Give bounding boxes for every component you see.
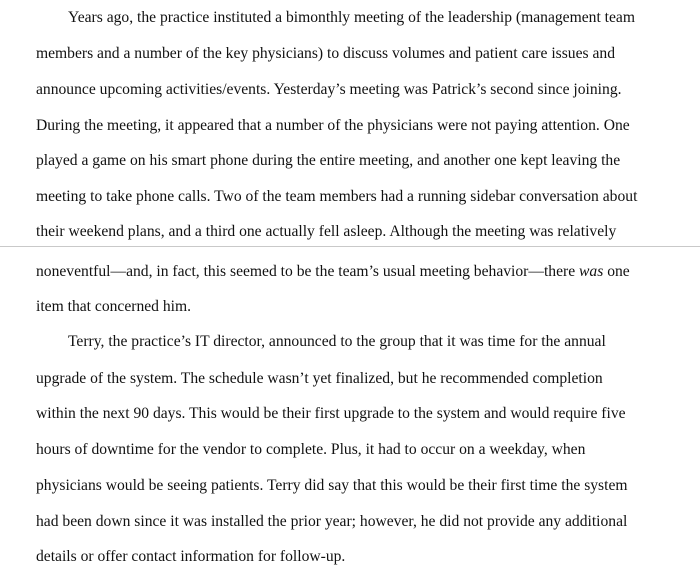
- paragraph-1-line-6: meeting to take phone calls. Two of the team members had a running sidebar conversation about: [36, 188, 638, 205]
- paragraph-1-line-9: item that concerned him.: [36, 298, 192, 315]
- paragraph-2-line-2: upgrade of the system. The schedule wasn’t yet finalized, but he recommended completion: [36, 370, 603, 387]
- paragraph-1-line-3: announce upcoming activities/events. Yesterday’s meeting was Patrick’s second since joining.: [36, 81, 622, 98]
- paragraph-2-line-3: within the next 90 days. This would be their first upgrade to the system and would require five: [36, 405, 626, 422]
- paragraph-2-line-5: physicians would be seeing patients. Terry did say that this would be their first time the system: [36, 477, 628, 494]
- page-divider: [0, 246, 700, 247]
- paragraph-1-line-8: [36, 262, 630, 282]
- paragraph-2-line-1: Terry, the practice’s IT director, announced to the group that it was time for the annual: [68, 333, 606, 350]
- paragraph-1-line-5: played a game on his smart phone during the entire meeting, and another one kept leaving the: [36, 152, 621, 169]
- paragraph-1-line-2: members and a number of the key physicians) to discuss volumes and patient care issues and: [36, 45, 615, 62]
- paragraph-2-line-7: details or offer contact information for follow-up.: [36, 548, 346, 565]
- paragraph-2-line-6: had been down since it was installed the prior year; however, he did not provide any additional: [36, 513, 628, 530]
- paragraph-1-line-7: their weekend plans, and a third one actually fell asleep. Although the meeting was relatively: [36, 223, 617, 240]
- line-8-text-before: noneventful—and, in fact, this seemed to be the team’s usual meeting behavior—there: [36, 263, 580, 280]
- paragraph-2-line-4: hours of downtime for the vendor to complete. Plus, it had to occur on a weekday, when: [36, 441, 586, 458]
- line-8-text-after: one: [603, 263, 630, 280]
- paragraph-1-line-1: Years ago, the practice instituted a bimonthly meeting of the leadership (management team: [68, 9, 635, 26]
- paragraph-1-line-4: During the meeting, it appeared that a number of the physicians were not paying attention. One: [36, 117, 630, 134]
- line-8-emphasis: was: [579, 263, 604, 280]
